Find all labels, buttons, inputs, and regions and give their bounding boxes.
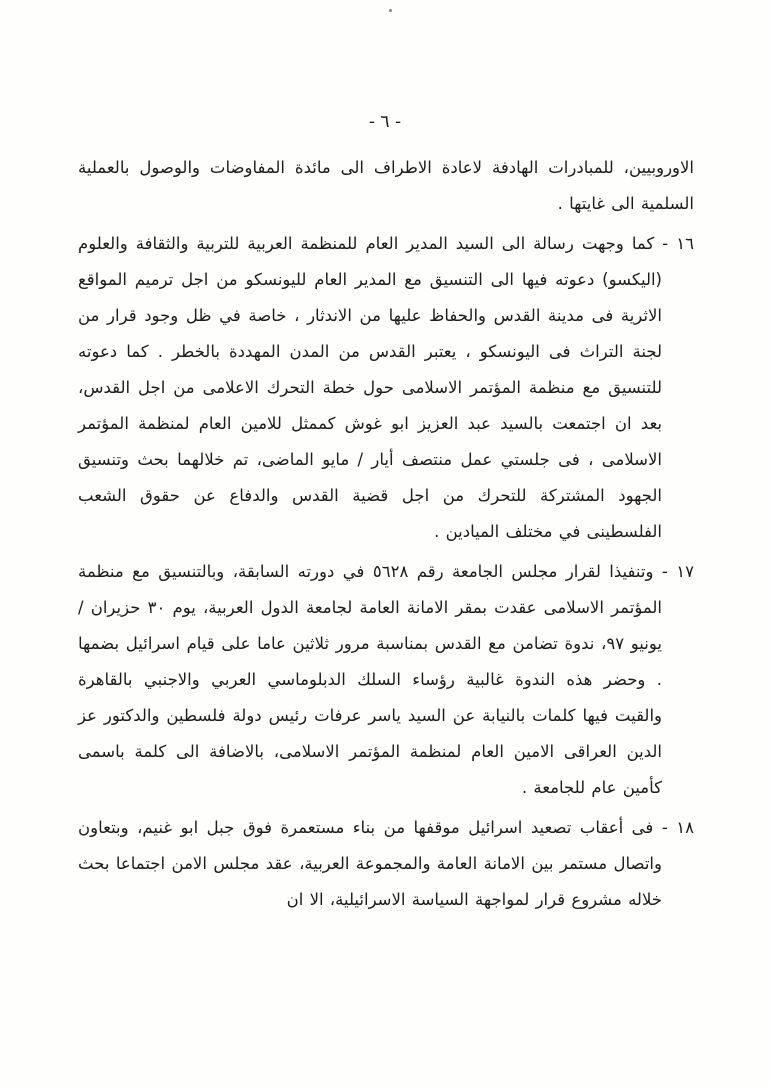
item-number-17: ١٧ - (661, 562, 695, 581)
paragraph-text: كما وجهت رسالة الى السيد المدير العام للمنظمة العربية للتربية والثقافة والعلوم (اليكسو) دعوته فيها الى التنسيق مع المدير العام لليونسكو من اجل ترميم المواقع الاثرية فى مدينة القدس والحفاظ عليها من الاندثار ، خاصة في ظل وجود قرار من لجنة التراث فى اليونسكو ، يعتبر القدس من المدن المهددة بالخطر . كما دعوته للتنسيق مع منظمة المؤتمر الاسلامى حول خطة التحرك الاعلامى من اجل القدس، بعد ان اجتمعت بالسيد عبد العزيز ابو غوش كممثل للامين العام لمنظمة المؤتمر الاسلامى ، فى جلستي عمل منتصف أيار / مايو الماضى، تم خلالهما بحث وتنسيق الجهود المشتركة للتحرك من اجل قضية القدس والدفاع عن حقوق الشعب الفلسطينى في مختلف الميادين . (78, 234, 662, 541)
paragraph-item-16 (78, 226, 694, 550)
item-number-16: ١٦ - (662, 234, 694, 253)
paragraph-item-17 (78, 554, 694, 806)
paragraph-text: الاوروبيين، للمبادرات الهادفة لاعادة الاطراف الى مائدة المفاوضات والوصول بالعملية السلمية الى غايتها . (78, 158, 694, 213)
paragraph-text: فى أعقاب تصعيد اسرائيل موقفها من بناء مستعمرة فوق جبل ابو غنيم، وبتعاون واتصال مستمر بين الامانة العامة والمجموعة العربية، عقد مجلس الامن اجتماعا بحث خلاله مشروع قرار لمواجهة السياسة الاسرائيلية، الا ان (78, 818, 662, 909)
page-number: - ٦ - (368, 112, 402, 132)
paragraph-continuation (78, 150, 694, 222)
paragraph-text: وتنفيذا لقرار مجلس الجامعة رقم ٥٦٢٨ في دورته السابقة، وبالتنسيق مع منظمة المؤتمر الاسلامى عقدت بمقر الامانة العامة لجامعة الدول العربية، يوم ٣٠ حزيران / يونيو ٩٧، ندوة تضامن مع القدس بمناسبة مرور ثلاثين عاما على قيام اسرائيل بضمها . وحضر هذه الندوة غالبية رؤساء السلك الدبلوماسي العربي والاجنبي بالقاهرة والقيت فيها كلمات بالنيابة عن السيد ياسر عرفات رئيس دولة فلسطين والدكتور عز الدين العراقى الامين العام لمنظمة المؤتمر الاسلامى، بالاضافة الى كلمة باسمى كأمين عام للجامعة . (78, 562, 662, 797)
page-content (78, 150, 694, 922)
item-number-18: ١٨ - (661, 818, 695, 837)
paragraph-item-18 (78, 810, 694, 918)
scan-artifact-dot (389, 9, 392, 12)
